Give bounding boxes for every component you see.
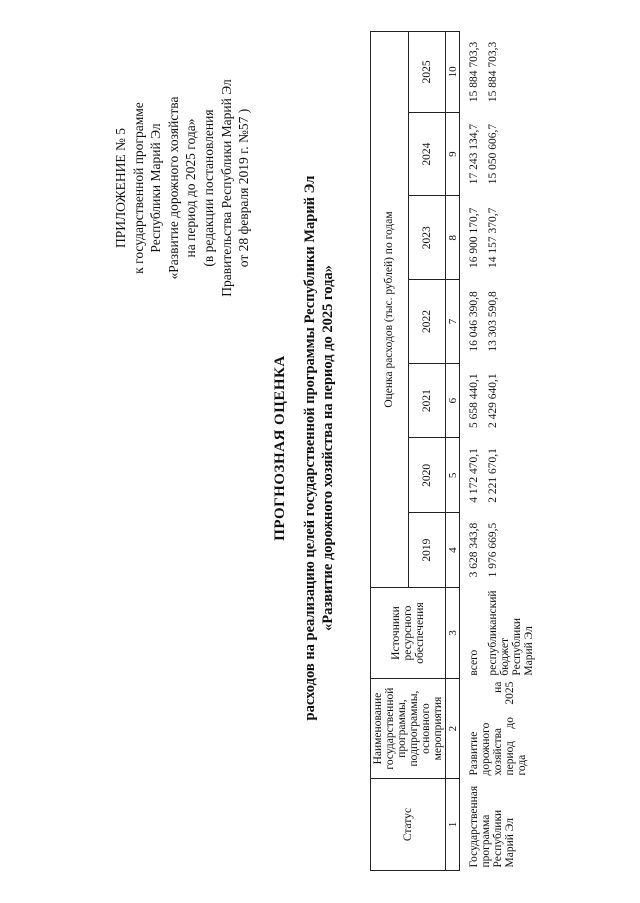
column-number: 4: [446, 513, 460, 588]
appendix-line: «Развитие дорожного хозяйства: [165, 96, 181, 280]
row-value: 16 046 390,8: [468, 291, 480, 352]
header-sources: Источники ресурсного обеспечения: [371, 587, 446, 678]
column-number: 9: [446, 112, 460, 196]
row-value: 5 658 440,1: [468, 373, 480, 428]
header-name: Наименование государственной программы, подпрограммы, основного мероприятия: [371, 679, 446, 779]
table-row: [460, 32, 482, 871]
document-title: ПРОГНОЗНАЯ ОЦЕНКА: [272, 355, 288, 541]
expense-table: [370, 31, 558, 871]
row-value: 13 303 590,8: [487, 291, 499, 352]
row-value: 1 976 669,5: [487, 522, 499, 578]
header-year: 2020: [408, 438, 446, 513]
column-number: 3: [446, 587, 460, 678]
title-block: [272, 143, 337, 753]
header-estimate: Оценка расходов (тыс. рублей) по годам: [371, 32, 409, 588]
row-value: 14 157 370,7: [487, 207, 499, 268]
header-year: 2021: [408, 363, 446, 438]
header-year: 2019: [408, 513, 446, 588]
row-value: 16 900 170,7: [468, 207, 480, 268]
column-number-row: [446, 32, 460, 871]
document-subtitle-line-1: расходов на реализацию целей государственной программы Республики Марий Эл: [302, 175, 318, 721]
appendix-line: ПРИЛОЖЕНИЕ № 5: [113, 127, 128, 249]
header-year: 2024: [408, 112, 446, 196]
appendix-line: от 28 февраля 2019 г. №57 ): [236, 108, 252, 268]
row-name: Развитие дорожного хозяйства на период до 2025 года: [468, 681, 528, 776]
column-number: 2: [446, 679, 460, 779]
row-value: 15 050 606,7: [487, 123, 499, 185]
appendix-line: Республики Марий Эл: [148, 123, 164, 253]
column-number: 6: [446, 363, 460, 438]
column-number: 10: [446, 32, 460, 113]
header-year: 2023: [408, 196, 446, 280]
column-number: 5: [446, 438, 460, 513]
column-number: 8: [446, 196, 460, 280]
row-value: 3 628 343,8: [468, 522, 480, 578]
appendix-line: на период до 2025 года»: [183, 118, 199, 258]
column-number: 7: [446, 280, 460, 364]
row-value: 15 884 703,3: [487, 41, 499, 103]
row-source: всего: [468, 649, 480, 676]
column-number: 1: [446, 779, 460, 871]
appendix-line: к государственной программе: [130, 102, 146, 274]
header-year: 2025: [408, 32, 446, 113]
row-value: 2 221 670,1: [487, 448, 499, 503]
row-status: Государственная программа Республики Марий Эл: [468, 785, 516, 868]
row-value: 15 884 703,3: [468, 41, 480, 103]
appendix-line: (в редакции постановления: [200, 109, 216, 267]
header-row: [371, 32, 409, 871]
header-status: Статус: [371, 779, 446, 871]
appendix-line: Правительства Республики Марий Эл: [218, 79, 234, 297]
header-year: 2022: [408, 280, 446, 364]
appendix-block: [112, 38, 253, 338]
row-value: 4 172 470,1: [468, 448, 480, 503]
row-source: республиканский бюджет Республики Марий Эл: [487, 590, 535, 676]
row-value: 17 243 134,7: [468, 123, 480, 185]
row-value: 2 429 640,1: [487, 373, 499, 428]
document-subtitle-line-2: «Развитие дорожного хозяйства на период до 2025 года»: [320, 265, 336, 631]
